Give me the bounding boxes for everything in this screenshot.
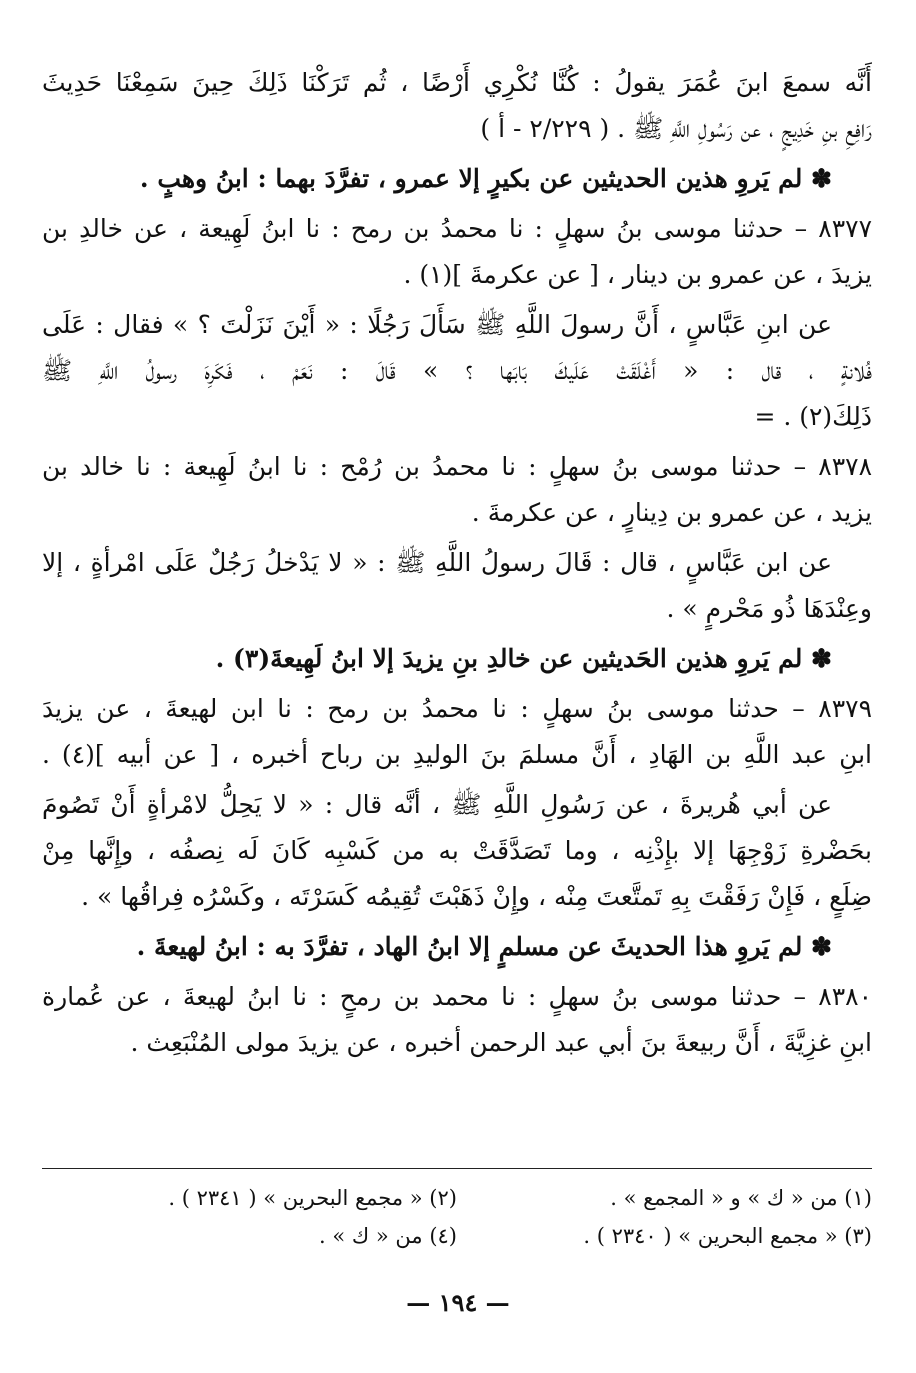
text-line: عن ابنِ عَبَّاسٍ ، أَنَّ رسولَ اللَّهِ ﷺ سَأَلَ رَجُلًا : « أَيْنَ نَزَلْتَ ؟ » فقال : عَلَى bbox=[42, 310, 832, 339]
text-line: يزيدَ ، عن عمرو بن دينار ، [ عن عكرمةَ ](١) . bbox=[403, 260, 872, 289]
text-line: يزيد ، عن عمرو بن دِينارٍ ، عن عكرمةَ . bbox=[471, 498, 872, 527]
text-line: فُلانةٍ ، قال : « أَغْلَقَتْ عَلَيكَ بَابَها ؟ » قَالَ : نَعَمْ ، فَكَرِهَ رسولُ اللَّهِ ﷺ bbox=[42, 356, 872, 385]
text-line: ذَلِكَ(٢) . = bbox=[754, 402, 872, 431]
text-line: رَافِعِ بنِ خَدِيجٍ ، عن رَسُولِ اللَّهِ ﷺ . ( ٢/٢٢٩ - أ ) bbox=[480, 114, 872, 143]
hadith-8378-line: ٨٣٧٨ – حدثنا موسى بنُ سهلٍ : نا محمدُ بن رُمْح : نا ابنُ لَهِيعة : نا خالد بن bbox=[42, 452, 872, 481]
text-line: ابنِ غزِيَّةَ ، أَنَّ ربيعةَ بنَ أبي عبد الرحمن أخبره ، عن يزيدَ مولى المُنْبَعِث . bbox=[130, 1028, 872, 1057]
text-line: ابنِ عبد اللَّهِ بن الهَادِ ، أَنَّ مسلمَ بنَ الوليدِ بن رباح أخبره ، [ عن أبيه ](٤) . bbox=[42, 740, 872, 769]
footnotes bbox=[42, 1168, 872, 1255]
footnote-3: (٣) « مجمع البحرين » ( ٢٣٤٠ ) . bbox=[583, 1224, 872, 1248]
text-line: ضِلَعٍ ، فَإِنْ رَفَقْتَ بِهِ تَمتَّعتَ مِنْه ، وإِنْ ذَهَبْتَ تُقِيمُه كَسَرْتَه ، وكَسْرُه فِراقُها » . bbox=[81, 882, 872, 911]
editor-note: ✽ لم يَروِ هذين الحَديثين عن خالدِ بنِ يزيدَ إلا ابنُ لَهِيعةَ(٣) . bbox=[215, 644, 832, 673]
hadith-8379-line: ٨٣٧٩ – حدثنا موسى بنُ سهلٍ : نا محمدُ بن رمح : نا ابن لهيعةَ ، عن يزيدَ bbox=[42, 694, 872, 723]
text-line: أَنَّه سمعَ ابنَ عُمَرَ يقولُ : كُنَّا نُكْرِي أَرْضًا ، ثُم تَرَكْنَا ذَلِكَ حِينَ سَمِعْنَا حَدِيثَ bbox=[42, 68, 872, 97]
footnote-row bbox=[42, 1179, 872, 1217]
text-line: عن أبي هُريرةَ ، عن رَسُولِ اللَّهِ ﷺ ، أنَّه قال : « لا يَحِلُّ لامْرأةٍ أَنْ تَصُومَ bbox=[42, 790, 832, 819]
footnote-4: (٤) من « ك » . bbox=[319, 1224, 457, 1248]
body-text bbox=[42, 60, 872, 1066]
footnote-2: (٢) « مجمع البحرين » ( ٢٣٤١ ) . bbox=[168, 1186, 457, 1210]
page-number: — ١٩٤ — bbox=[406, 1288, 510, 1317]
editor-note: ✽ لم يَروِ هذا الحديثَ عن مسلمٍ إلا ابنُ الهاد ، تفرَّدَ به : ابنُ لهيعةَ . bbox=[136, 932, 832, 961]
hadith-8380-line: ٨٣٨٠ – حدثنا موسى بنُ سهلٍ : نا محمد بن رمحٍ : نا ابنُ لهيعةَ ، عن عُمارة bbox=[42, 982, 872, 1011]
text-line: عن ابن عَبَّاسٍ ، قال : قَالَ رسولُ اللَّهِ ﷺ : « لا يَدْخلُ رَجُلٌ عَلَى امْرأةٍ ، إلا bbox=[42, 548, 832, 577]
text-line: بحَضْرةِ زَوْجِهَا إلا بإِذْنِه ، وما تَصَدَّقَتْ به من كَسْبِه كَانَ لَه نِصفُه ، وإِنَّها مِنْ bbox=[42, 836, 872, 865]
editor-note: ✽ لم يَروِ هذين الحديثين عن بكيرٍ إلا عمرو ، تفرَّدَ بهما : ابنُ وهبٍ . bbox=[139, 164, 832, 193]
text-line: وعِنْدَهَا ذُو مَحْرمٍ » . bbox=[666, 594, 872, 623]
hadith-8377-line: ٨٣٧٧ – حدثنا موسى بنُ سهلٍ : نا محمدُ بن رمح : نا ابنُ لَهِيعة ، عن خالدِ بن bbox=[42, 214, 872, 243]
footnote-1: (١) من « ك » و « المجمع » . bbox=[610, 1186, 872, 1210]
footnote-row bbox=[42, 1217, 872, 1255]
